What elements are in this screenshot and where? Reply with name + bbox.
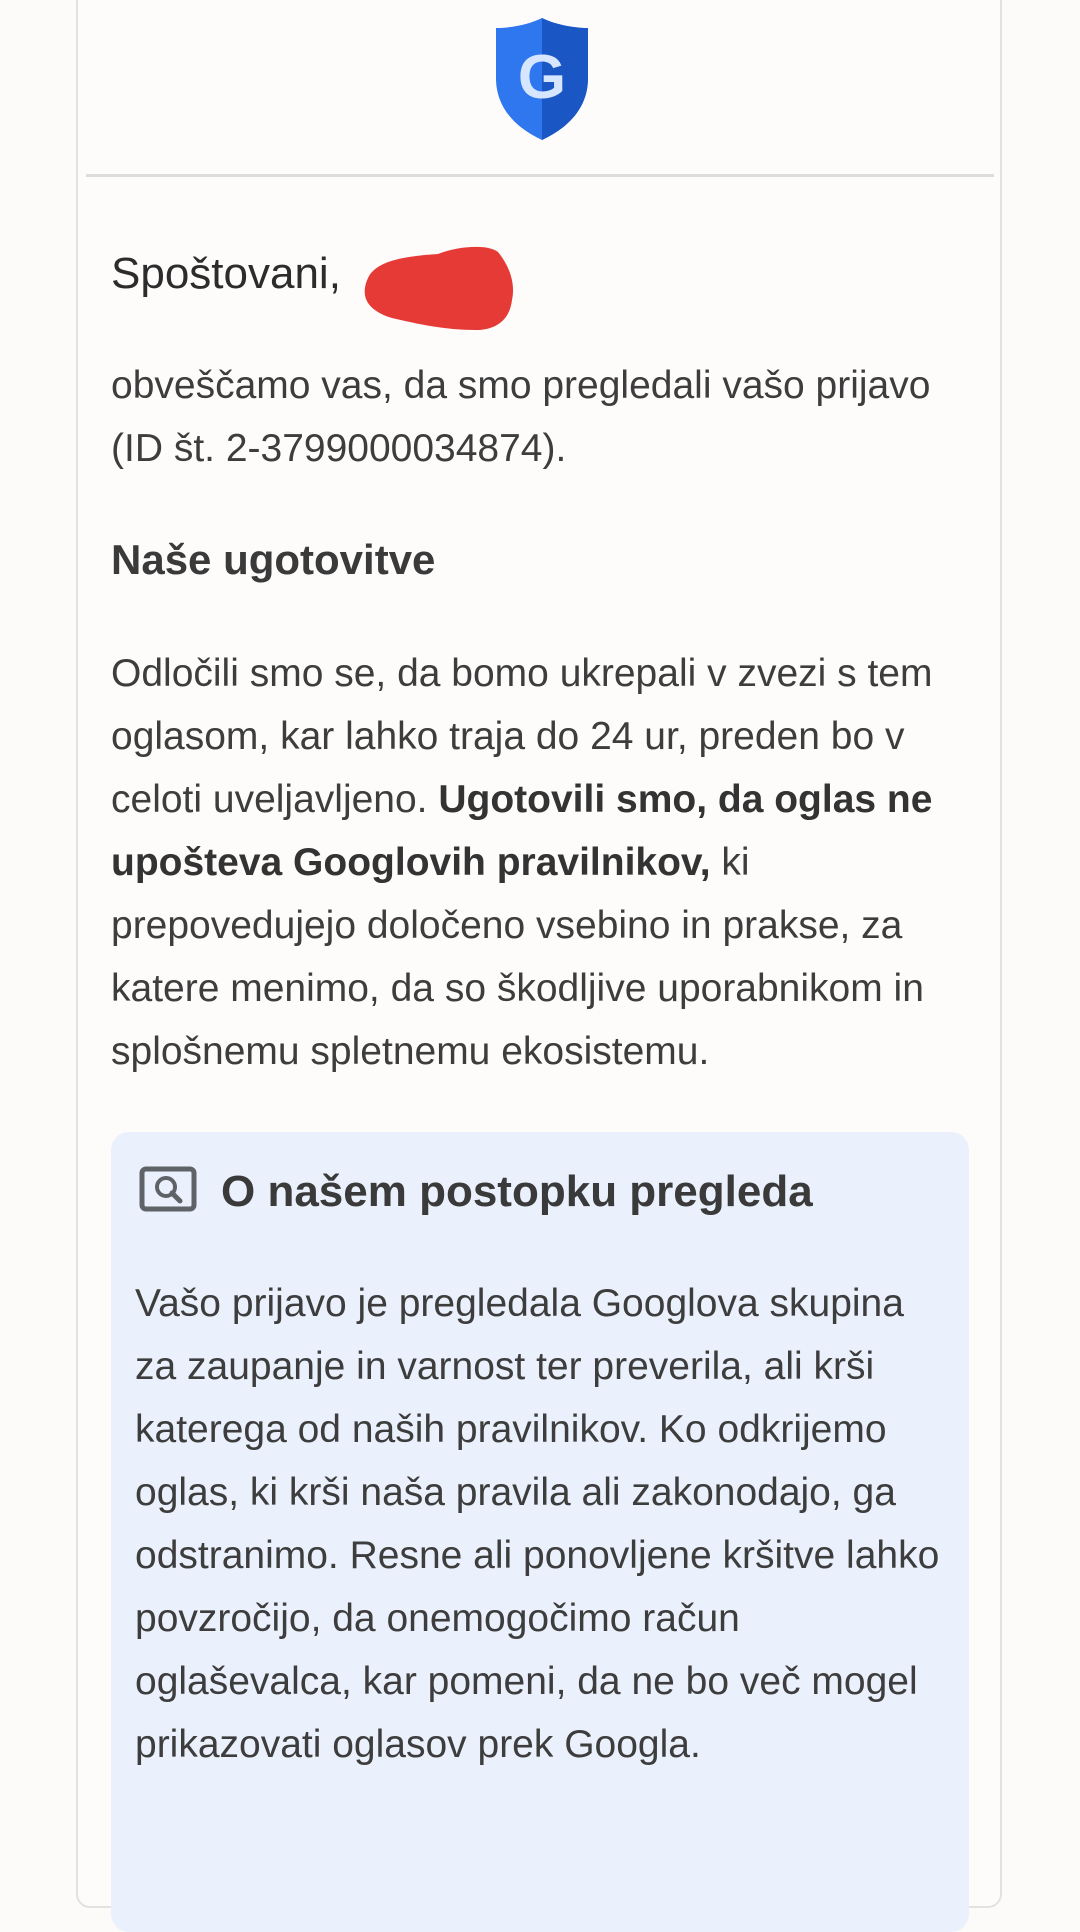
findings-text <box>111 642 981 1083</box>
review-box-text: Vašo prijavo je pregledala Googlova skupina za zaupanje in varnost ter preverila, ali krši katerega od naših pravilnikov. Ko odkrijemo oglas, ki krši naša pravila ali zakonodajo, ga odstranimo. Resne ali ponovljene kršitve lahko povzročijo, da onemogočimo račun oglaševalca, kar pomeni, da ne bo več mogel prikazovati oglasov prek Googla. <box>135 1282 940 1766</box>
intro-text: obveščamo vas, da smo pregledali vašo prijavo (ID št. 2-3799000034874). <box>111 364 931 470</box>
greeting: Spoštovani, <box>111 249 341 298</box>
review-box-title: O našem postopku pregleda <box>221 1167 813 1216</box>
findings-text-part1: Odločili smo se, da bomo ukrepali v zvezi s tem oglasom, kar lahko traja do 24 ur, preden bo v celoti uveljavljeno. <box>111 652 933 821</box>
header-divider <box>86 174 994 177</box>
findings-text-bold: Ugotovili smo, da oglas ne upošteva Googlovih pravilnikov, <box>111 778 933 884</box>
google-shield-logo <box>490 16 594 142</box>
magnifier-document-icon <box>139 1166 197 1212</box>
review-process-box <box>111 1132 969 1932</box>
findings-text-part2: ki prepovedujejo določeno vsebino in prakse, za katere menimo, da so škodljive uporabnikom in splošnemu spletnemu ekosistemu. <box>111 841 924 1073</box>
findings-heading: Naše ugotovitve <box>111 536 436 583</box>
email-card <box>76 0 1002 1908</box>
logo-letter: G <box>517 43 567 112</box>
redaction-mark <box>348 238 518 332</box>
